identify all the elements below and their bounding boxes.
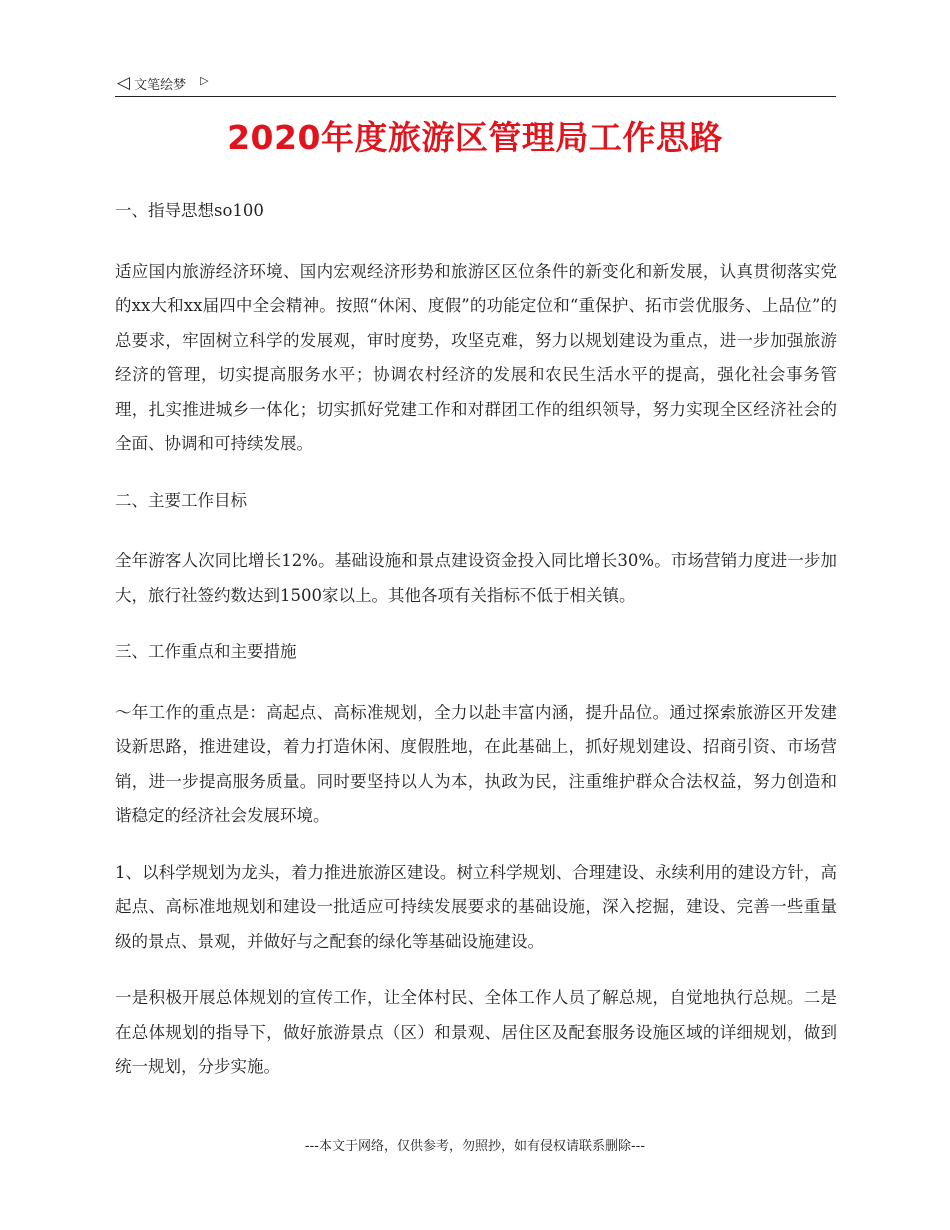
body-paragraph: 一是积极开展总体规划的宣传工作，让全体村民、全体工作人员了解总规，自觉地执行总规。二是在总体规划的指导下，做好旅游景点（区）和景观、居住区及配套服务设施区域的详细规划，做到统一规划，分步实施。 (115, 988, 837, 1076)
page-header (115, 70, 836, 97)
body-paragraph: 全年游客人次同比增长12%。基础设施和景点建设资金投入同比增长30%。市场营销力度进一步加大，旅行社签约数达到1500家以上。其他各项有关指标不低于相关镇。 (115, 551, 837, 605)
document-body (115, 194, 837, 1107)
section-heading: 一、指导思想so100 (115, 201, 264, 220)
body-paragraph: 1、以科学规划为龙头，着力推进旅游区建设。树立科学规划、合理建设、永续利用的建设方针，高起点、高标准地规划和建设一批适应可持续发展要求的基础设施，深入挖掘，建设、完善一些重量级的景点、景观，并做好与之配套的绿化等基础设施建设。 (115, 862, 837, 951)
page-footer-notice: ---本文于网络，仅供参考，勿照抄，如有侵权请联系删除--- (304, 1139, 646, 1154)
triangle-right-icon: ▷ (200, 74, 209, 87)
document-title: 2020年度旅游区管理局工作思路 (227, 118, 723, 157)
brand-name: 文笔绘梦 (134, 78, 187, 93)
body-paragraph: 适应国内旅游经济环境、国内宏观经济形势和旅游区区位条件的新变化和新发展，认真贯彻落实党的xx大和xx届四中全会精神。按照“休闲、度假”的功能定位和“重保护、拓市尝优服务、上品位”的总要求，牢固树立科学的发展观，审时度势，攻坚克难，努力以规划建设为重点，进一步加强旅游经济的管理，切实提高服务水平；协调农村经济的发展和农民生活水平的提高，强化社会事务管理，扎实推进城乡一体化；切实抓好党建工作和对群团工作的组织领导，努力实现全区经济社会的全面、协调和可持续发展。 (115, 261, 837, 453)
section-heading: 三、工作重点和主要措施 (115, 642, 297, 661)
brand-logo (117, 74, 209, 93)
triangle-left-icon: ◁ (117, 73, 131, 93)
body-paragraph: ～年工作的重点是：高起点、高标准规划，全力以赴丰富内涵，提升品位。通过探索旅游区开发建设新思路，推进建设，着力打造休闲、度假胜地，在此基础上，抓好规划建设、招商引资、市场营销，进一步提高服务质量。同时要坚持以人为本，执政为民，注重维护群众合法权益，努力创造和谐稳定的经济社会发展环境。 (115, 702, 837, 825)
section-heading: 二、主要工作目标 (115, 490, 247, 510)
